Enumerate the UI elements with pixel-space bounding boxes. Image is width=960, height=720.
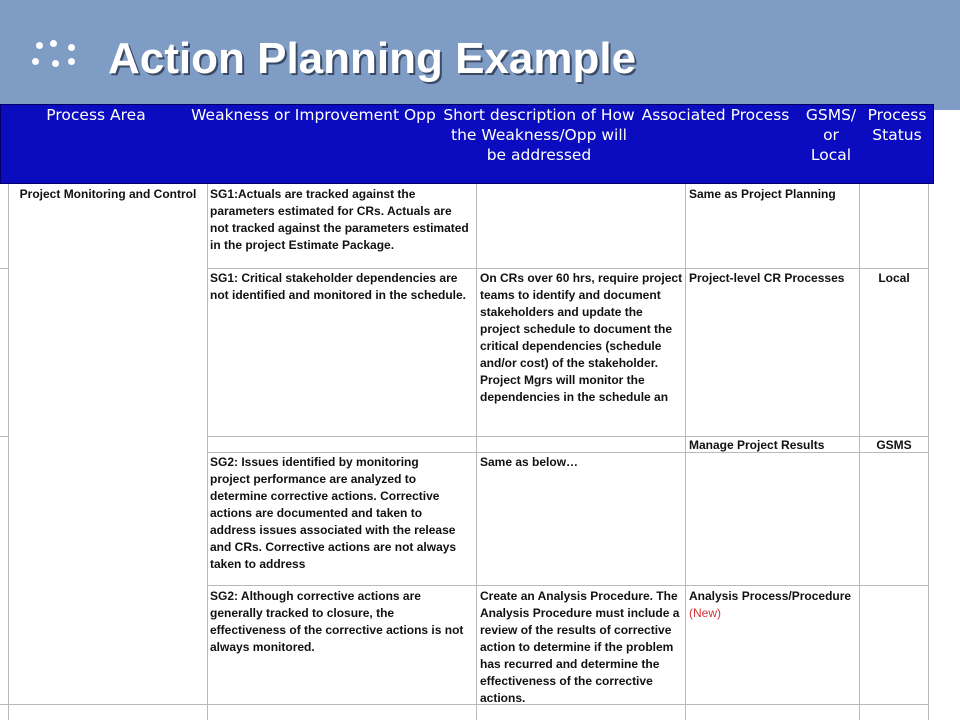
row2-gsms-local: Local <box>878 271 910 285</box>
row4-weakness: SG2: Issues identified by monitoring project performance are analyzed to determine corrective actions. Corrective actions are documented and taken to address issues associated with the release and CRs. Corrective actions are not always taken to address <box>210 455 457 571</box>
row1-weakness: SG1:Actuals are tracked against the parameters estimated for CRs. Actuals are not tracked against the parameters estimated in the project Estimate Package. <box>210 187 469 252</box>
new-note: (New) <box>689 606 721 620</box>
row5-description: Create an Analysis Procedure. The Analysis Procedure must include a review of the results of corrective action to determine if the problem has recurred and determine the effectiveness of the corrective actions. <box>480 589 680 705</box>
header-gsms-or-local: GSMS/ or Local <box>805 106 857 164</box>
row2-associated-process: Project-level CR Processes <box>689 271 845 285</box>
header-short-description: Short description of How the Weakness/Opp will be addressed <box>443 106 635 164</box>
header-process-area: Process Area <box>46 106 146 124</box>
bullet-dots-icon <box>30 40 80 80</box>
row3-gsms-local: GSMS <box>876 438 912 452</box>
slide-title: Action Planning Example <box>108 34 637 83</box>
table-header <box>0 104 934 184</box>
row5-associated-process <box>689 588 857 622</box>
header-weakness: Weakness or Improvement Opp <box>191 106 436 124</box>
row2-weakness: SG1: Critical stakeholder dependencies are not identified and monitored in the schedule. <box>210 271 467 302</box>
row4-description: Same as below… <box>480 455 579 469</box>
row2-description: On CRs over 60 hrs, require project teams to identify and document stakeholders and update the project schedule to document the critical dependencies (schedule and/or cost) of the stakeholder. Project Mgrs will monitor the dependencies in the schedule an <box>480 271 683 404</box>
row3-associated-process: Manage Project Results <box>689 438 825 452</box>
title-bar <box>0 0 960 110</box>
row1-associated-process: Same as Project Planning <box>689 187 836 201</box>
row5-weakness: SG2: Although corrective actions are generally tracked to closure, the effectiveness of the corrective actions is not always monitored. <box>210 589 464 654</box>
row5-associated-process-label: Analysis Process/Procedure <box>689 589 852 603</box>
header-process-status: Process Status <box>867 106 927 144</box>
process-area-cell: Project Monitoring and Control <box>19 187 197 201</box>
header-associated-process: Associated Process <box>641 106 790 124</box>
